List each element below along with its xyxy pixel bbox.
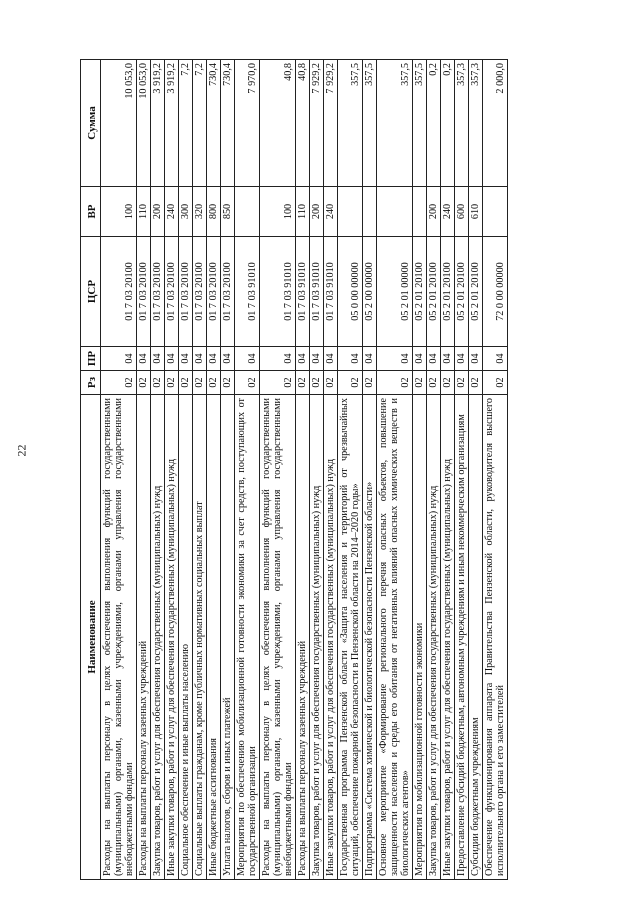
cell-csr: 01 7 03 20100 [165, 237, 179, 347]
cell-name: Обеспечение функционирования аппарата Правительства Пензенской области, руководителя высшего исполнительного органа и его заместителей [483, 395, 508, 880]
cell-name: Основное мероприятие «Формирование регионального перечня опасных объектов, повышение защищенности населения и среды его обитания от негативных влияний опасных химических веществ и биологических агентов» [377, 395, 413, 880]
cell-rz: 02 [413, 371, 427, 395]
cell-rz: 02 [377, 371, 413, 395]
cell-sum: 3 919,2 [165, 60, 179, 187]
cell-rz: 02 [235, 371, 260, 395]
cell-pr: 04 [296, 347, 310, 371]
cell-pr: 04 [101, 347, 137, 371]
cell-vr [483, 187, 508, 237]
cell-pr: 04 [363, 347, 377, 371]
table-body [101, 60, 508, 880]
table-row [101, 60, 137, 880]
table-row [338, 60, 363, 880]
cell-sum: 357,5 [338, 60, 363, 187]
cell-sum: 0,2 [427, 60, 441, 187]
cell-csr: 05 2 01 20100 [455, 237, 469, 347]
cell-rz: 02 [137, 371, 151, 395]
cell-sum: 357,5 [377, 60, 413, 187]
cell-name: Расходы на выплаты персоналу казенных учреждений [137, 395, 151, 880]
cell-vr [338, 187, 363, 237]
table-row [193, 60, 207, 880]
cell-sum: 40,8 [260, 60, 296, 187]
cell-rz: 02 [165, 371, 179, 395]
header-rz: Рз [81, 371, 101, 395]
cell-name: Социальное обеспечение и иные выплаты населению [179, 395, 193, 880]
header-sum: Сумма [81, 60, 101, 187]
cell-csr: 01 7 03 20100 [207, 237, 221, 347]
cell-sum: 7 929,2 [310, 60, 324, 187]
cell-name: Иные закупки товаров, работ и услуг для обеспечения государственных (муниципальных) нужд [441, 395, 455, 880]
table-row [179, 60, 193, 880]
cell-csr: 05 2 01 00000 [377, 237, 413, 347]
cell-name: Иные бюджетные ассигнования [207, 395, 221, 880]
cell-name: Уплата налогов, сборов и иных платежей [221, 395, 235, 880]
cell-pr: 04 [193, 347, 207, 371]
cell-csr: 01 7 03 91010 [296, 237, 310, 347]
cell-vr: 240 [441, 187, 455, 237]
cell-sum: 7 970,0 [235, 60, 260, 187]
cell-vr [363, 187, 377, 237]
table-row [151, 60, 165, 880]
cell-rz: 02 [101, 371, 137, 395]
cell-vr: 110 [137, 187, 151, 237]
cell-sum: 2 000,0 [483, 60, 508, 187]
header-name: Наименование [81, 395, 101, 880]
cell-vr: 240 [165, 187, 179, 237]
cell-csr: 01 7 03 91010 [324, 237, 338, 347]
cell-csr: 05 2 00 00000 [363, 237, 377, 347]
cell-name: Иные закупки товаров, работ и услуг для обеспечения государственных (муниципальных) нужд [165, 395, 179, 880]
cell-pr: 04 [179, 347, 193, 371]
cell-vr: 300 [179, 187, 193, 237]
cell-pr: 04 [469, 347, 483, 371]
table-row [377, 60, 413, 880]
cell-sum: 357,3 [469, 60, 483, 187]
table-row [363, 60, 377, 880]
cell-pr: 04 [427, 347, 441, 371]
table-row [260, 60, 296, 880]
cell-name: Иные закупки товаров, работ и услуг для обеспечения государственных (муниципальных) нужд [324, 395, 338, 880]
cell-pr: 04 [441, 347, 455, 371]
cell-rz: 02 [179, 371, 193, 395]
table-row [221, 60, 235, 880]
cell-vr [377, 187, 413, 237]
cell-sum: 357,5 [363, 60, 377, 187]
table-row [296, 60, 310, 880]
cell-sum: 7 929,2 [324, 60, 338, 187]
cell-rz: 02 [260, 371, 296, 395]
cell-pr: 04 [207, 347, 221, 371]
cell-vr: 110 [296, 187, 310, 237]
cell-csr: 05 2 01 20100 [441, 237, 455, 347]
cell-sum: 10 053,0 [101, 60, 137, 187]
cell-vr: 320 [193, 187, 207, 237]
cell-sum: 0,2 [441, 60, 455, 187]
cell-csr: 05 2 01 20100 [413, 237, 427, 347]
cell-vr: 240 [324, 187, 338, 237]
cell-pr: 04 [338, 347, 363, 371]
header-pr: ПР [81, 347, 101, 371]
cell-name: Социальные выплаты гражданам, кроме публичных нормативных социальных выплат [193, 395, 207, 880]
budget-table-container [80, 60, 602, 880]
table-row [469, 60, 483, 880]
cell-rz: 02 [207, 371, 221, 395]
cell-pr: 04 [483, 347, 508, 371]
header-csr: ЦСР [81, 237, 101, 347]
table-row [413, 60, 427, 880]
cell-name: Расходы на выплаты персоналу казенных учреждений [296, 395, 310, 880]
cell-name: Государственная программа Пензенской области «Защита населения и территорий от чрезвычайных ситуаций, обеспечение пожарной безопасности в Пензенской области на 2014–2020 годы» [338, 395, 363, 880]
cell-sum: 40,8 [296, 60, 310, 187]
table-row [483, 60, 508, 880]
cell-sum: 7,2 [193, 60, 207, 187]
table-row [324, 60, 338, 880]
cell-rz: 02 [469, 371, 483, 395]
cell-vr: 800 [207, 187, 221, 237]
table-row [165, 60, 179, 880]
table-row [310, 60, 324, 880]
cell-sum: 730,4 [207, 60, 221, 187]
cell-rz: 02 [221, 371, 235, 395]
cell-pr: 04 [324, 347, 338, 371]
cell-csr: 01 7 03 91010 [310, 237, 324, 347]
table-row [427, 60, 441, 880]
cell-rz: 02 [151, 371, 165, 395]
cell-sum: 10 053,0 [137, 60, 151, 187]
cell-csr: 05 2 01 20100 [427, 237, 441, 347]
cell-vr: 200 [151, 187, 165, 237]
cell-rz: 02 [363, 371, 377, 395]
cell-sum: 730,4 [221, 60, 235, 187]
cell-csr: 01 7 03 20100 [151, 237, 165, 347]
cell-rz: 02 [338, 371, 363, 395]
cell-vr: 850 [221, 187, 235, 237]
table-row [441, 60, 455, 880]
cell-name: Мероприятия по мобилизационной готовности экономики [413, 395, 427, 880]
cell-name: Субсидии бюджетным учреждениям [469, 395, 483, 880]
cell-pr: 04 [137, 347, 151, 371]
cell-rz: 02 [324, 371, 338, 395]
budget-table [80, 59, 508, 880]
cell-name: Закупка товаров, работ и услуг для обеспечения государственных (муниципальных) нужд [310, 395, 324, 880]
cell-name: Расходы на выплаты персоналу в целях обеспечения выполнения функций государственными (муниципальными) органами, казенными учреждениями, органами управления государственными внебюджетными фондами [260, 395, 296, 880]
table-header-row [81, 60, 101, 880]
cell-pr: 04 [413, 347, 427, 371]
cell-csr: 01 7 03 20100 [137, 237, 151, 347]
cell-rz: 02 [455, 371, 469, 395]
cell-rz: 02 [483, 371, 508, 395]
cell-rz: 02 [296, 371, 310, 395]
cell-name: Закупка товаров, работ и услуг для обеспечения государственных (муниципальных) нужд [427, 395, 441, 880]
cell-name: Подпрограмма «Система химической и биологической безопасности Пензенской области» [363, 395, 377, 880]
cell-vr [413, 187, 427, 237]
table-row [207, 60, 221, 880]
cell-csr: 01 7 03 20100 [101, 237, 137, 347]
cell-pr: 04 [151, 347, 165, 371]
cell-vr: 100 [101, 187, 137, 237]
cell-vr: 200 [310, 187, 324, 237]
cell-rz: 02 [310, 371, 324, 395]
cell-pr: 04 [377, 347, 413, 371]
cell-name: Расходы на выплаты персоналу в целях обеспечения выполнения функций государственными (муниципальными) органами, казенными учреждениями, органами управления государственными внебюджетными фондами [101, 395, 137, 880]
cell-vr: 600 [455, 187, 469, 237]
cell-name: Закупка товаров, работ и услуг для обеспечения государственных (муниципальных) нужд [151, 395, 165, 880]
cell-sum: 357,5 [413, 60, 427, 187]
cell-rz: 02 [193, 371, 207, 395]
cell-sum: 7,2 [179, 60, 193, 187]
cell-pr: 04 [165, 347, 179, 371]
cell-name: Мероприятия по обеспечению мобилизационной готовности экономики за счет средств, поступающих от государственной организации [235, 395, 260, 880]
cell-csr: 01 7 03 91010 [260, 237, 296, 347]
cell-rz: 02 [427, 371, 441, 395]
cell-vr [235, 187, 260, 237]
cell-pr: 04 [455, 347, 469, 371]
cell-csr: 72 0 00 00000 [483, 237, 508, 347]
cell-csr: 01 7 03 91010 [235, 237, 260, 347]
table-row [455, 60, 469, 880]
cell-pr: 04 [310, 347, 324, 371]
cell-csr: 01 7 03 20100 [193, 237, 207, 347]
cell-csr: 05 0 00 00000 [338, 237, 363, 347]
page-number: 22 [14, 444, 29, 457]
cell-pr: 04 [260, 347, 296, 371]
table-row [235, 60, 260, 880]
table-row [137, 60, 151, 880]
cell-pr: 04 [235, 347, 260, 371]
header-vr: ВР [81, 187, 101, 237]
cell-rz: 02 [441, 371, 455, 395]
cell-sum: 3 919,2 [151, 60, 165, 187]
cell-vr: 200 [427, 187, 441, 237]
cell-vr: 610 [469, 187, 483, 237]
cell-sum: 357,3 [455, 60, 469, 187]
cell-pr: 04 [221, 347, 235, 371]
cell-name: Предоставление субсидий бюджетным, автономным учреждениям и иным некоммерческим организациям [455, 395, 469, 880]
cell-csr: 01 7 03 20100 [179, 237, 193, 347]
cell-csr: 01 7 03 20100 [221, 237, 235, 347]
cell-vr: 100 [260, 187, 296, 237]
cell-csr: 05 2 01 20100 [469, 237, 483, 347]
